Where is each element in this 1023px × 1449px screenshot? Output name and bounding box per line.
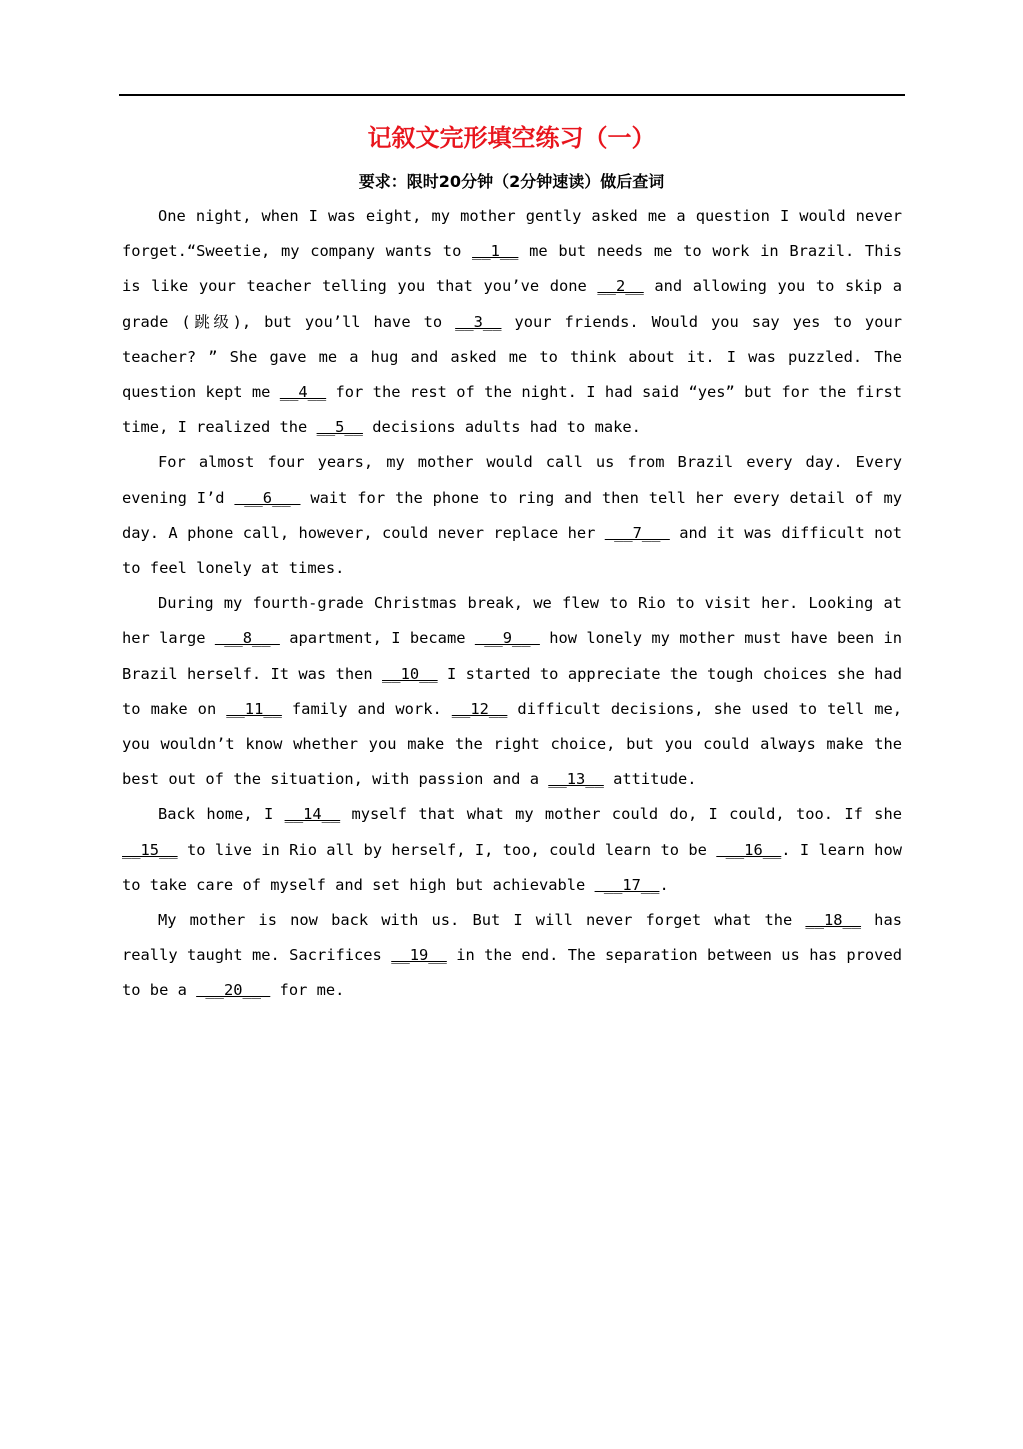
answer-blank: __18__ — [805, 911, 862, 930]
answer-blank: __10__ — [382, 664, 438, 683]
passage-text: For almost four years, my mother would call us from Brazil every day. Every evening I’d — [122, 453, 902, 507]
passage-text: I started to appreciate the tough choices she had to make on — [122, 664, 902, 718]
passage-text: me but needs me to work in Brazil. This is like your teacher telling you that you’ve done — [122, 242, 902, 296]
header-rule — [119, 94, 905, 96]
passage-paragraph — [122, 903, 902, 1009]
answer-blank: __16__ — [716, 840, 782, 859]
answer-blank: __3__ — [455, 312, 502, 331]
passage-text: attitude. — [603, 770, 697, 789]
passage-text: My mother is now back with us. But I will never forget what the — [158, 911, 806, 930]
answer-blank: __5__ — [316, 418, 363, 437]
passage-text: Back home, I — [158, 805, 285, 824]
answer-blank: __13__ — [548, 770, 604, 789]
requirement-line: 要求：限时20分钟（2分钟速读）做后查词 — [358, 172, 665, 191]
passage-text: During my fourth-grade Christmas break, we flew to Rio to visit her. Looking at her large — [122, 594, 902, 648]
answer-blank: __17__ — [594, 875, 660, 894]
passage-text: . — [659, 875, 669, 894]
answer-blank: __19__ — [391, 946, 447, 965]
passage — [122, 199, 902, 1009]
passage-text: One night, when I was eight, my mother gently asked me a question I would never forget.“Sweetie, my company wants to — [122, 207, 902, 261]
passage-text: apartment, I became — [279, 629, 475, 648]
answer-blank: __4__ — [279, 383, 327, 402]
passage-paragraph — [122, 586, 902, 797]
passage-text: wait for the phone to ring and then tell her every detail of my day. A phone call, however, could never replace her — [122, 488, 902, 542]
passage-text: and allowing you to skip a grade (跳级), but you’ll have to — [122, 277, 902, 331]
answer-blank: __9__ — [474, 629, 540, 648]
answer-blank: __20__ — [196, 981, 271, 1000]
passage-text: has really taught me. Sacrifices — [122, 911, 902, 965]
answer-blank: __14__ — [284, 805, 341, 824]
passage-text: . I learn how to take care of myself and set high but achievable — [122, 840, 902, 894]
passage-paragraph — [122, 199, 902, 445]
page-title: 记叙文完形填空练习（一） — [367, 123, 656, 152]
answer-blank: __8__ — [214, 629, 280, 648]
answer-blank: __12__ — [451, 699, 508, 718]
passage-text: your friends. Would you say yes to your teacher? ” She gave me a hug and asked me to think about it. I was puzzled. The question kept me — [122, 312, 902, 402]
passage-text: how lonely my mother must have been in Brazil herself. It was then — [122, 629, 902, 683]
passage-paragraph — [122, 797, 902, 903]
passage-text: family and work. — [281, 699, 452, 718]
answer-blank: __7__ — [604, 523, 670, 542]
passage-text: in the end. The separation between us has proved to be a — [122, 946, 902, 1000]
passage-text: decisions adults had to make. — [362, 418, 641, 437]
answer-blank: __1__ — [472, 242, 519, 261]
passage-text: for me. — [270, 981, 345, 1000]
passage-paragraph — [122, 445, 902, 586]
answer-blank: __2__ — [597, 277, 644, 296]
passage-text: myself that what my mother could do, I could, too. If she — [340, 805, 902, 824]
answer-blank: __15__ — [122, 840, 178, 859]
passage-text: to live in Rio all by herself, I, too, could learn to be — [177, 840, 717, 859]
passage-text: and it was difficult not to feel lonely at times. — [122, 523, 902, 578]
passage-text: for the rest of the night. I had said “yes” but for the first time, I realized the — [122, 383, 902, 437]
answer-blank: __11__ — [226, 699, 282, 718]
answer-blank: __6__ — [234, 488, 301, 507]
passage-text: difficult decisions, she used to tell me, you wouldn’t know whether you make the right choice, but you could always make the best out of the situation, with passion and a — [122, 699, 902, 789]
